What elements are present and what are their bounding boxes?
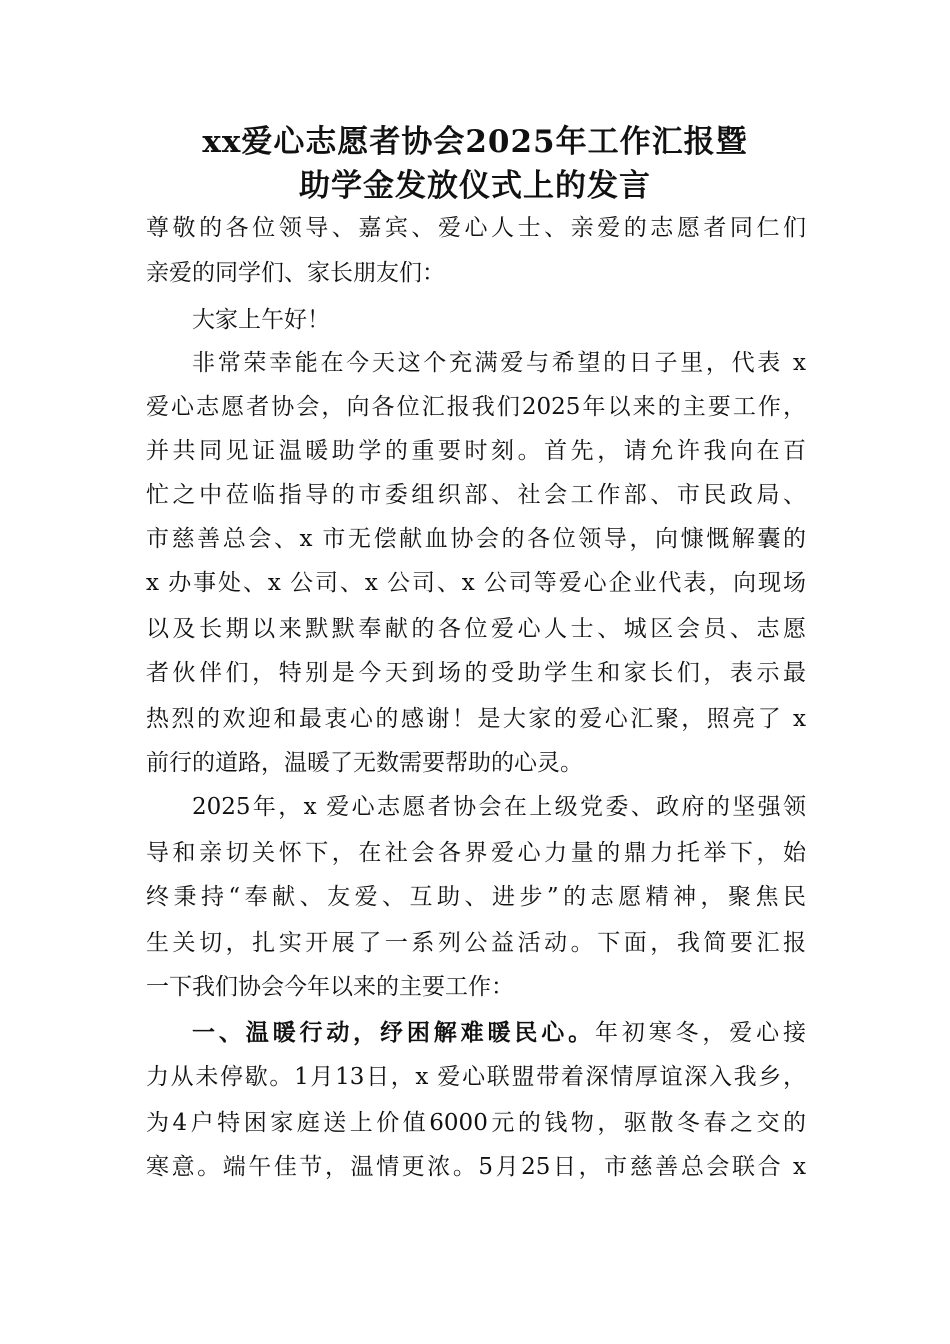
para1-line: 非常荣幸能在今天这个充满爱与希望的日子里，代表 x — [192, 350, 806, 376]
para1-line: 者伙伴们，特别是今天到场的受助学生和家长们，表示最 — [146, 660, 806, 686]
para3-first-line — [192, 1018, 806, 1048]
greeting: 大家上午好！ — [192, 307, 330, 333]
para1-line: 热烈的欢迎和最衷心的感谢！是大家的爱心汇聚，照亮了 x — [146, 706, 806, 732]
para1-line: 忙之中莅临指导的市委组织部、社会工作部、市民政局、 — [146, 482, 806, 508]
para2-line: 一下我们协会今年以来的主要工作： — [146, 974, 514, 1000]
para1-line: 市慈善总会、x 市无偿献血协会的各位领导，向慷慨解囊的 — [146, 526, 806, 552]
para1-line: 爱心志愿者协会，向各位汇报我们2025年以来的主要工作， — [146, 394, 806, 420]
para3-line: 寒意。端午佳节，温情更浓。5月25日，市慈善总会联合 x — [146, 1154, 806, 1180]
para2-line: 终秉持“奉献、友爱、互助、进步”的志愿精神，聚焦民 — [146, 884, 806, 910]
para1-line: 以及长期以来默默奉献的各位爱心人士、城区会员、志愿 — [146, 616, 806, 642]
salutation-line2: 亲爱的同学们、家长朋友们： — [146, 260, 445, 286]
section-heading: 一、温暖行动，纾困解难暖民心。 — [192, 1020, 595, 1046]
para2-line: 生关切，扎实开展了一系列公益活动。下面，我简要汇报 — [146, 930, 806, 956]
salutation-line1: 尊敬的各位领导、嘉宾、爱心人士、亲爱的志愿者同仁们 — [146, 215, 806, 241]
para1-line: x 办事处、x 公司、x 公司、x 公司等爱心企业代表，向现场 — [146, 570, 806, 596]
para3-line: 为4户特困家庭送上价值6000元的钱物，驱散冬春之交的 — [146, 1110, 806, 1136]
para3-first-line-rest: 年初寒冬，爱心接 — [594, 1020, 807, 1046]
document-title-line1: xx爱心志愿者协会2025年工作汇报暨 — [202, 124, 748, 160]
para3-line: 力从未停歇。1月13日，x 爱心联盟带着深情厚谊深入我乡， — [146, 1064, 806, 1090]
para1-line: 前行的道路，温暖了无数需要帮助的心灵。 — [146, 750, 583, 776]
para2-line: 导和亲切关怀下，在社会各界爱心力量的鼎力托举下，始 — [146, 840, 806, 866]
para2-line: 2025年，x 爱心志愿者协会在上级党委、政府的坚强领 — [192, 794, 806, 820]
document-title-line2: 助学金发放仪式上的发言 — [299, 168, 651, 204]
para1-line: 并共同见证温暖助学的重要时刻。首先，请允许我向在百 — [146, 438, 806, 464]
